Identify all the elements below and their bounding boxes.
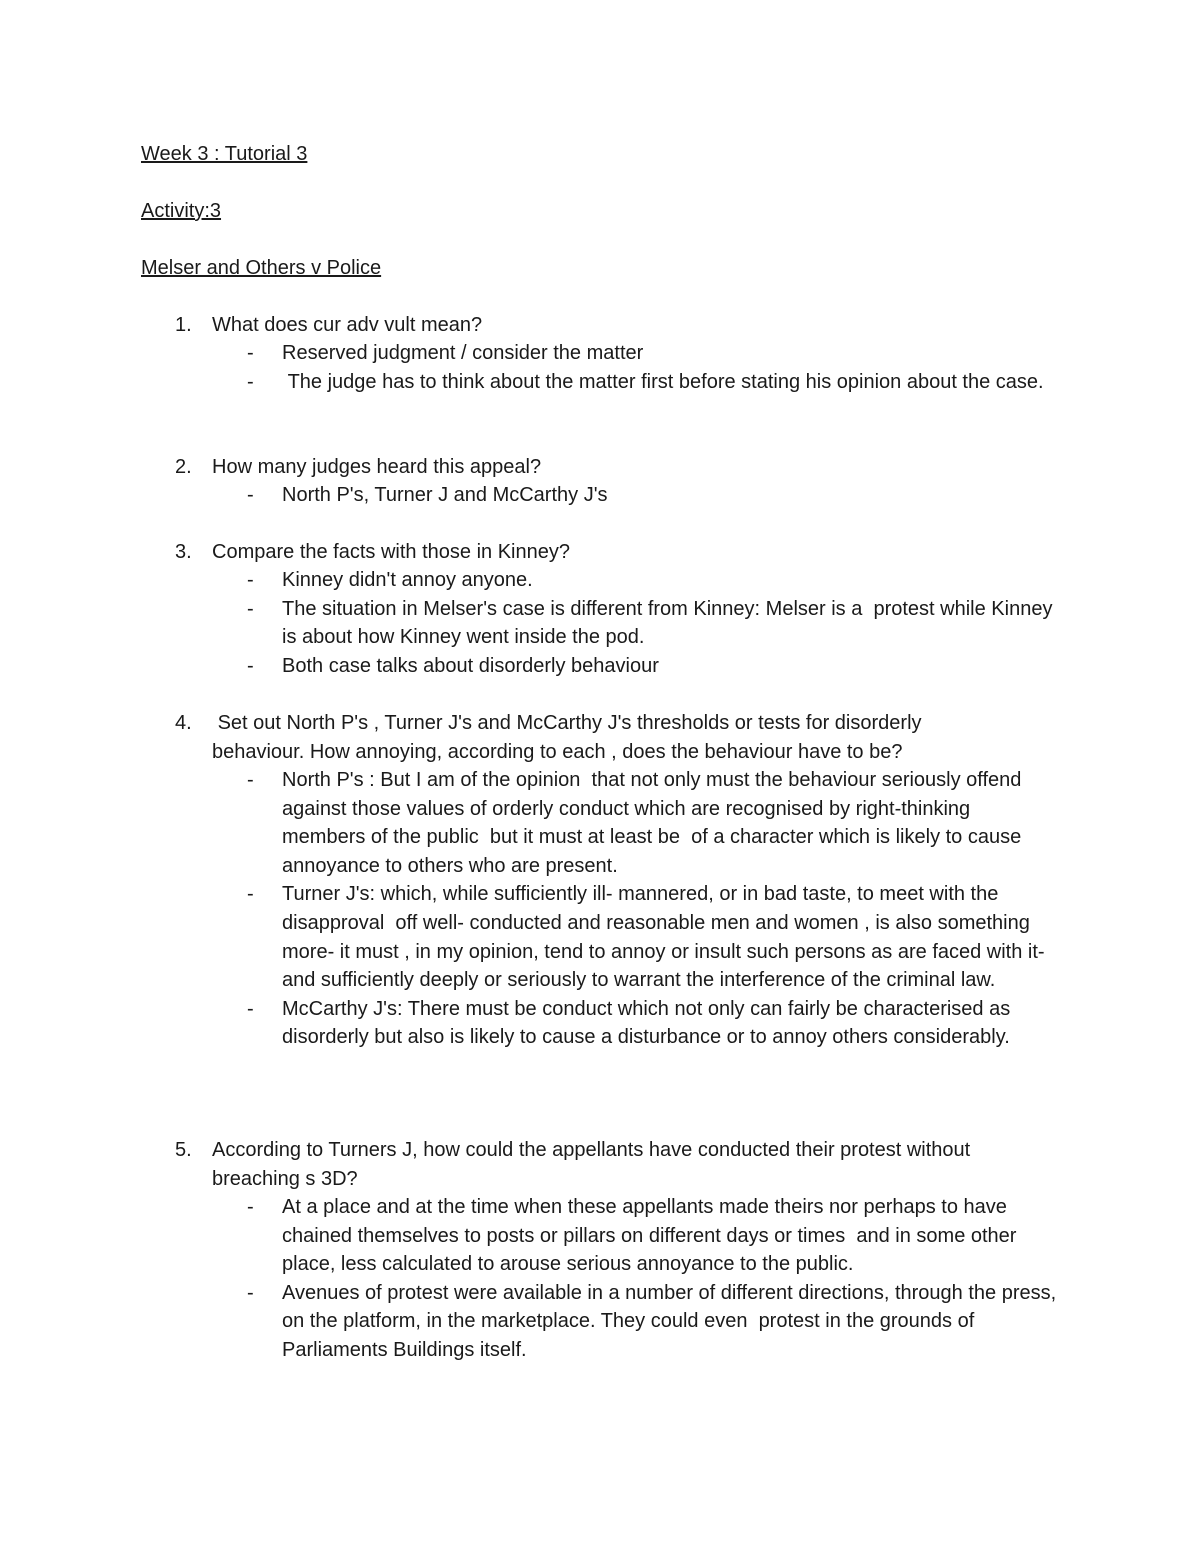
answers-2 (0, 481, 1200, 510)
question-text: What does cur adv vult mean? (212, 314, 483, 336)
bullet-dash: - (247, 883, 254, 906)
bullet-dash: - (247, 654, 254, 677)
answer-item (0, 566, 1200, 595)
bullet-dash: - (247, 484, 254, 506)
answer-text: Reserved judgment / consider the matter (282, 342, 644, 364)
answer-item (0, 1279, 1200, 1365)
answer-item (0, 481, 1200, 510)
bullet-dash: - (247, 342, 254, 364)
bullet-dash: - (247, 597, 254, 620)
answer-text: Turner J's: which, while sufficiently ill- mannered, or in bad taste, to meet with the disapproval off well- conducted and reasonable men and women , is also something more- it must , in my opinion, tend to annoy or insult such persons as are faced with it- and sufficiently deeply or seriously to warrant the interference of the criminal law. (282, 883, 1051, 992)
bullet-dash: - (247, 370, 254, 393)
answers-4 (0, 766, 1200, 1052)
answer-item (0, 368, 1200, 397)
question-text: Set out North P's , Turner J's and McCarthy J's thresholds or tests for disorderly behaviour. How annoying, according to each , does the behaviour have to be? (212, 712, 928, 763)
question-text: According to Turners J, how could the appellants have conducted their protest without breaching s 3D? (212, 1139, 976, 1190)
answer-item (0, 339, 1200, 368)
answer-text: Avenues of protest were available in a number of different directions, through the press, on the platform, in the marketplace. They could even protest in the grounds of Parliaments Buildings itself. (282, 1281, 1062, 1361)
answer-text: Kinney didn't annoy anyone. (282, 569, 533, 591)
answer-item (0, 766, 1200, 880)
answer-item (0, 995, 1200, 1052)
answers-3 (0, 566, 1200, 680)
question-number: 1. (175, 314, 192, 336)
bullet-dash: - (247, 569, 254, 591)
question-number: 5. (175, 1139, 192, 1161)
answer-item (0, 880, 1200, 994)
answers-1 (0, 339, 1200, 396)
bullet-dash: - (247, 1196, 254, 1218)
answers-5 (0, 1193, 1200, 1365)
document-title: Week 3 : Tutorial 3 (141, 143, 308, 165)
activity-heading: Activity:3 (141, 200, 222, 222)
answer-item (0, 595, 1200, 652)
bullet-dash: - (247, 1281, 254, 1304)
case-title: Melser and Others v Police (141, 257, 382, 279)
answer-text: The judge has to think about the matter first before stating his opinion about the case. (282, 370, 1044, 393)
question-text: How many judges heard this appeal? (212, 456, 542, 478)
answer-text: Both case talks about disorderly behaviour (282, 654, 659, 677)
question-number: 2. (175, 456, 192, 478)
answer-text: North P's, Turner J and McCarthy J's (282, 484, 608, 506)
question-number: 4. (175, 712, 192, 734)
question-number: 3. (175, 541, 192, 563)
bullet-dash: - (247, 997, 254, 1020)
answer-item (0, 1193, 1200, 1279)
answer-text: The situation in Melser's case is different from Kinney: Melser is a protest while Kinney is about how Kinney went inside the pod. (282, 597, 1059, 649)
answer-text: North P's : But I am of the opinion that not only must the behaviour seriously offend against those values of orderly conduct which are recognised by right-thinking members of the public but it must at least be of a character which is likely to cause annoyance to others who are present. (282, 769, 1027, 877)
question-text: Compare the facts with those in Kinney? (212, 541, 570, 563)
bullet-dash: - (247, 769, 254, 791)
answer-text: At a place and at the time when these appellants made theirs nor perhaps to have chained themselves to posts or pillars on different days or times and in some other place, less calculated to arouse serious annoyance to the public. (282, 1196, 1023, 1276)
answer-item (0, 652, 1200, 681)
answer-text: McCarthy J's: There must be conduct which not only can fairly be characterised as disorderly but also is likely to cause a disturbance or to annoy others considerably. (282, 997, 1016, 1049)
